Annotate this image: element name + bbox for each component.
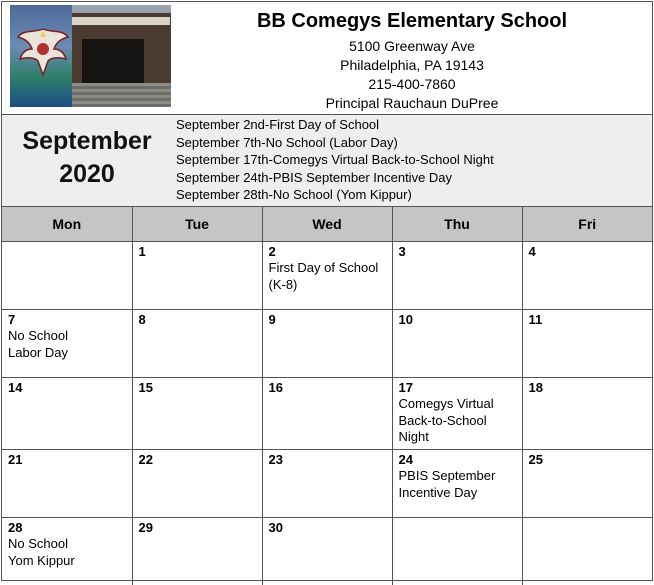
day-number: 17 xyxy=(398,379,413,395)
month-year: 2020 xyxy=(59,160,115,188)
school-street-address: 5100 Greenway Ave xyxy=(349,38,475,54)
day-number: 10 xyxy=(398,311,413,327)
school-phone: 215-400-7860 xyxy=(368,76,456,92)
school-name: BB Comegys Elementary School xyxy=(256,10,568,32)
event-line: September 24th-PBIS September Incentive Day xyxy=(176,169,453,185)
calendar-day-cell xyxy=(392,377,522,449)
calendar-day-cell xyxy=(262,377,392,449)
calendar-grid xyxy=(2,207,652,585)
day-number: 18 xyxy=(528,379,543,395)
calendar-weeks xyxy=(2,241,652,585)
day-number: 4 xyxy=(528,243,536,259)
calendar-day-cell xyxy=(132,241,262,309)
calendar-day-cell xyxy=(262,517,392,585)
day-event-text: Yom Kippur xyxy=(8,552,75,568)
weekday-header-mon: Mon xyxy=(2,207,132,241)
day-number: 3 xyxy=(398,243,406,259)
weekday-header-row xyxy=(2,207,652,241)
calendar-week-row xyxy=(2,449,652,517)
calendar-day-cell xyxy=(392,449,522,517)
calendar-week-row xyxy=(2,377,652,449)
day-number: 24 xyxy=(398,451,413,467)
month-title xyxy=(2,125,172,191)
calendar-day-cell xyxy=(2,449,132,517)
calendar-day-cell xyxy=(392,241,522,309)
eagle-mural-icon xyxy=(16,23,70,81)
event-line: September 28th-No School (Yom Kippur) xyxy=(176,187,412,203)
calendar-day-cell xyxy=(2,241,132,309)
school-principal: Principal Rauchaun DuPree xyxy=(325,95,499,111)
calendar-day-cell xyxy=(262,309,392,377)
day-number: 14 xyxy=(8,379,23,395)
school-photo xyxy=(10,5,171,107)
weekday-header-thu: Thu xyxy=(392,207,522,241)
calendar-day-cell xyxy=(132,309,262,377)
entrance-steps xyxy=(66,83,171,107)
day-event-text: Night xyxy=(398,429,429,444)
event-line: September 2nd-First Day of School xyxy=(176,117,380,132)
calendar-day-cell xyxy=(132,377,262,449)
day-event-text: Labor Day xyxy=(8,344,68,360)
event-line: September 17th-Comegys Virtual Back-to-School Night xyxy=(176,152,494,168)
day-event-text: PBIS September xyxy=(398,468,496,483)
day-event-text: Comegys Virtual xyxy=(398,396,494,411)
day-number: 22 xyxy=(138,451,153,467)
event-line: September 7th-No School (Labor Day) xyxy=(176,134,398,150)
month-banner xyxy=(2,115,652,207)
day-event-text: First Day of School xyxy=(268,260,379,275)
calendar-day-cell xyxy=(2,377,132,449)
calendar-page xyxy=(1,1,653,581)
day-number: 8 xyxy=(138,311,146,327)
calendar-day-cell xyxy=(2,517,132,585)
calendar-day-cell xyxy=(522,241,652,309)
day-number: 7 xyxy=(8,311,16,327)
calendar-day-cell xyxy=(522,517,652,585)
school-city-state: Philadelphia, PA 19143 xyxy=(340,57,484,73)
day-number: 2 xyxy=(268,243,276,259)
day-event-text: No School xyxy=(8,536,68,551)
day-number: 21 xyxy=(8,451,23,467)
day-number: 30 xyxy=(268,519,283,535)
calendar-week-row xyxy=(2,517,652,585)
day-event-text: Incentive Day xyxy=(398,484,478,500)
day-number: 29 xyxy=(138,519,153,535)
calendar-day-cell xyxy=(262,241,392,309)
school-header xyxy=(2,2,652,115)
calendar-day-cell xyxy=(2,309,132,377)
calendar-day-cell xyxy=(132,449,262,517)
day-number: 25 xyxy=(528,451,543,467)
day-number: 28 xyxy=(8,519,23,535)
day-number: 15 xyxy=(138,379,153,395)
calendar-day-cell xyxy=(132,517,262,585)
day-number: 9 xyxy=(268,311,276,327)
calendar-day-cell xyxy=(262,449,392,517)
day-number: 11 xyxy=(528,311,543,327)
day-number: 16 xyxy=(268,379,283,395)
calendar-week-row xyxy=(2,309,652,377)
day-event-text: (K-8) xyxy=(268,276,298,292)
month-event-list xyxy=(176,116,494,204)
building-sign xyxy=(70,17,170,25)
day-event-text: Back-to-School xyxy=(398,412,487,428)
calendar-day-cell xyxy=(522,449,652,517)
calendar-day-cell xyxy=(522,377,652,449)
calendar-day-cell xyxy=(522,309,652,377)
month-name: September xyxy=(22,127,152,155)
weekday-header-wed: Wed xyxy=(262,207,392,241)
weekday-header-fri: Fri xyxy=(522,207,652,241)
calendar-day-cell xyxy=(392,517,522,585)
weekday-header-tue: Tue xyxy=(132,207,262,241)
calendar-week-row xyxy=(2,241,652,309)
day-number: 23 xyxy=(268,451,283,467)
calendar-day-cell xyxy=(392,309,522,377)
day-event-text: No School xyxy=(8,328,68,343)
day-number: 1 xyxy=(138,243,146,259)
school-entrance xyxy=(82,39,144,83)
